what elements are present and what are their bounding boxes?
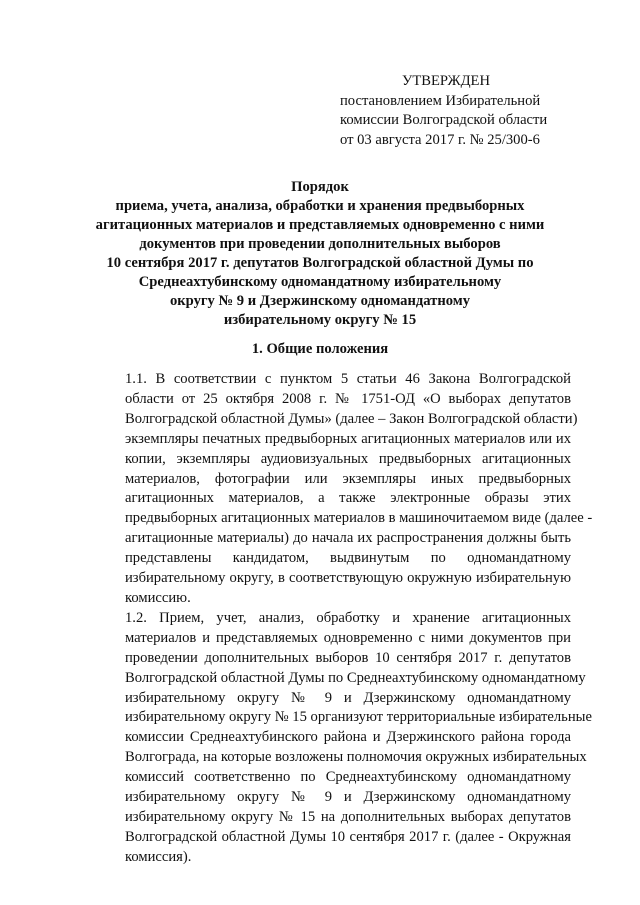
paragraph-line: проведении дополнительных выборов 10 сентября 2017 г. депутатов: [125, 649, 571, 666]
paragraph-line: избирательному округу, в соответствующую окружную избирательную: [125, 570, 571, 587]
paragraph-line: представлены кандидатом, выдвинутым по одномандатному: [125, 550, 571, 567]
paragraph-line: комиссий соответственно по Среднеахтубинскому одномандатному: [125, 769, 571, 786]
paragraph-line: агитационных материалов, а также электронные образы этих: [125, 490, 571, 507]
paragraph-line: Волгограда, на которые возложены полномочия окружных избирательных: [125, 749, 587, 766]
paragraph-line: Волгоградской областной Думы» (далее – Закон Волгоградской области): [125, 410, 578, 427]
title-line: приема, учета, анализа, обработки и хранения предвыборных: [115, 198, 525, 214]
approval-line: постановлением Избирательной: [340, 92, 541, 109]
section-heading: 1. Общие положения: [251, 341, 389, 357]
approval-line: от 03 августа 2017 г. № 25/300-6: [340, 131, 540, 148]
title-line: округу № 9 и Дзержинскому одномандатному: [169, 293, 471, 309]
paragraph-line: Волгоградской областной Думы по Среднеахтубинскому одномандатному: [125, 669, 586, 686]
title-line: агитационных материалов и представляемых одновременно с ними: [95, 217, 545, 233]
paragraph-line: Волгоградской областной Думы 10 сентября 2017 г. (далее - Окружная: [125, 828, 571, 845]
title-line: Порядок: [291, 179, 349, 195]
document-title: [80, 178, 560, 330]
document-body: [88, 370, 593, 868]
paragraph-line: материалов и представляемых одновременно с ними документов при: [125, 629, 571, 646]
paragraph-1-2: [88, 609, 592, 868]
paragraph-line: материалов, фотографии или экземпляры иных предвыборных: [125, 470, 571, 487]
paragraph-line: комиссию.: [125, 589, 191, 606]
approval-heading: УТВЕРЖДЕН: [402, 73, 490, 89]
paragraph-1-1: [88, 370, 593, 609]
paragraph-line: комиссии Среднеахтубинского района и Дзержинского района города: [125, 729, 571, 746]
paragraph-line: экземпляры печатных предвыборных агитационных материалов или их: [125, 430, 571, 447]
title-line: Среднеахтубинскому одномандатному избирательному: [138, 274, 502, 290]
approval-line: комиссии Волгоградской области: [340, 112, 548, 128]
title-line: избирательному округу № 15: [223, 312, 417, 328]
paragraph-line: области от 25 октября 2008 г. № 1751-ОД «О выборах депутатов: [125, 390, 571, 407]
paragraph-line: копии, экземпляры аудиовизуальных предвыборных агитационных: [125, 450, 571, 467]
paragraph-line: избирательному округу № 9 и Дзержинскому одномандатному: [125, 689, 571, 706]
paragraph-line: избирательному округу № 15 организуют территориальные избирательные: [125, 709, 592, 726]
paragraph-line: 1.1. В соответствии с пунктом 5 статьи 46 Закона Волгоградской: [125, 371, 571, 387]
approval-stamp: [340, 72, 580, 150]
paragraph-line: агитационные материалы) до начала их распространения должны быть: [125, 530, 571, 547]
paragraph-line: избирательному округу № 9 и Дзержинскому одномандатному: [125, 789, 571, 806]
paragraph-line: избирательному округу № 15 на дополнительных выборах депутатов: [125, 808, 571, 825]
paragraph-line: предвыборных агитационных материалов в машиночитаемом виде (далее -: [125, 510, 593, 527]
paragraph-line: комиссия).: [125, 848, 192, 865]
title-line: документов при проведении дополнительных выборов: [139, 236, 501, 252]
title-line: 10 сентября 2017 г. депутатов Волгоградской областной Думы по: [106, 255, 534, 271]
paragraph-line: 1.2. Прием, учет, анализ, обработку и хранение агитационных: [125, 609, 571, 626]
